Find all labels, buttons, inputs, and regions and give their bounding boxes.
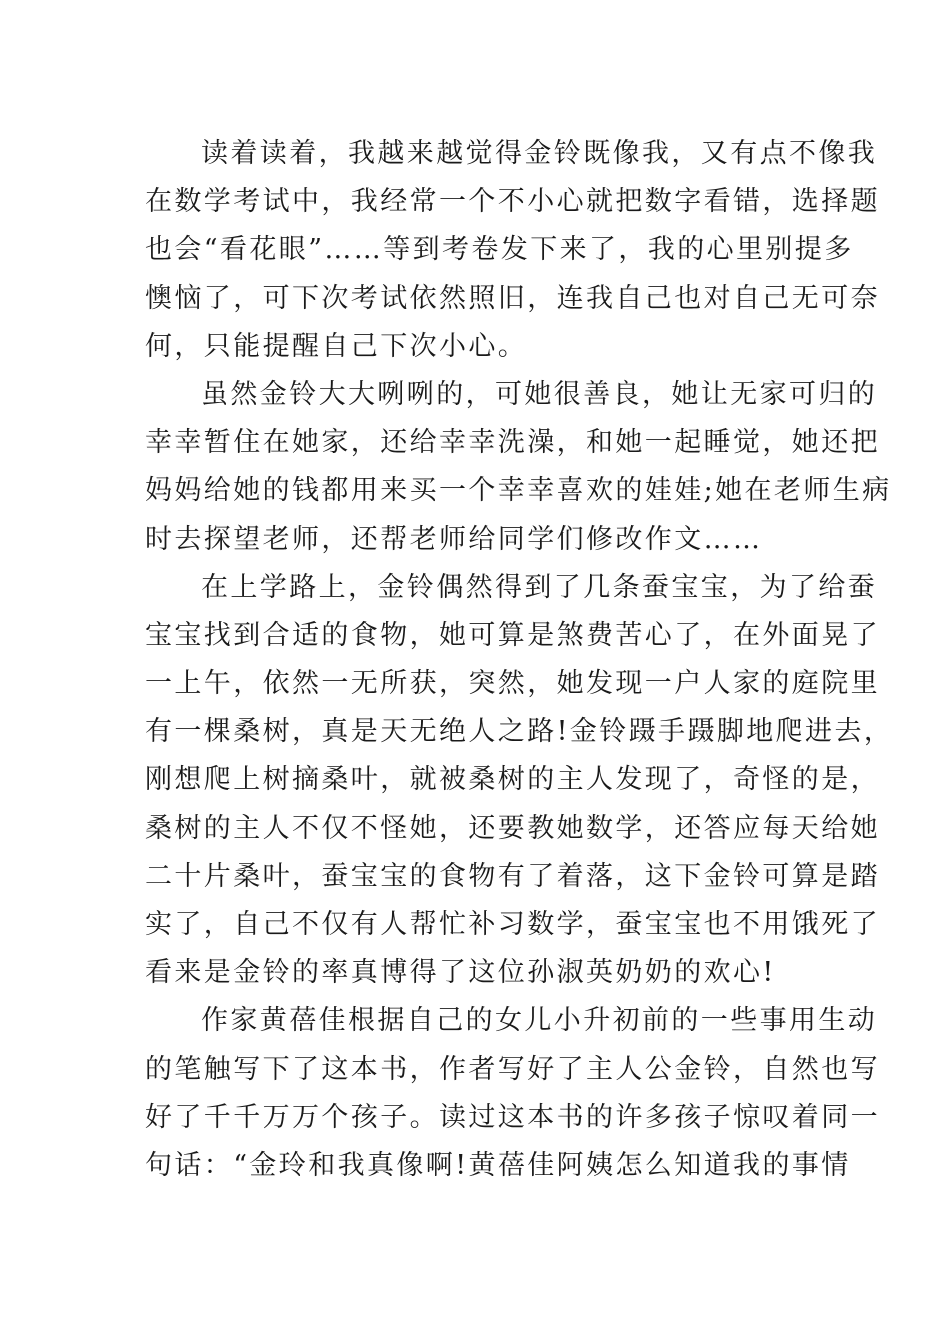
text-line: 实了，自己不仅有人帮忙补习数学，蚕宝宝也不用饿死了 [145,909,880,940]
text-line: 作家黄蓓佳根据自己的女儿小升初前的一些事用生动 [201,1005,878,1037]
text-line: 看来是金铃的率真博得了这位孙淑英奶奶的欢心! [145,957,776,989]
text-line: 何，只能提醒自己下次小心。 [145,330,528,362]
text-line: 虽然金铃大大咧咧的，可她很善良，她让无家可归的 [201,378,878,410]
text-line: 宝宝找到合适的食物，她可算是煞费苦心了，在外面晃了 [145,619,880,651]
text-line: 读着读着，我越来越觉得金铃既像我，又有点不像我 [201,138,878,169]
text-line: 二十片桑叶，蚕宝宝的食物有了着落，这下金铃可算是踏 [145,860,880,892]
text-line: 的笔触写下了这本书，作者写好了主人公金铃，自然也写 [145,1053,880,1085]
text-line: 也会“看花眼”……等到考卷发下来了，我的心里别提多 [145,234,854,266]
text-line: 时去探望老师，还帮老师给同学们修改作文…… [145,523,763,555]
text-line: 妈妈给她的钱都用来买一个幸幸喜欢的娃娃;她在老师生病 [145,475,892,507]
text-line: 在数学考试中，我经常一个不小心就把数字看错，选择题 [145,186,880,218]
text-line: 幸幸暂住在她家，还给幸幸洗澡，和她一起睡觉，她还把 [145,427,880,459]
text-line: 在上学路上，金铃偶然得到了几条蚕宝宝，为了给蚕 [201,571,878,603]
text-line: 句话：“金玲和我真像啊!黄蓓佳阿姨怎么知道我的事情 [145,1149,851,1181]
text-line: 桑树的主人不仅不怪她，还要教她数学，还答应每天给她 [145,812,880,844]
text-line: 一上午，依然一无所获，突然，她发现一户人家的庭院里 [145,668,880,700]
body-text [145,130,894,1190]
text-line: 刚想爬上树摘桑叶，就被桑树的主人发现了，奇怪的是， [145,764,880,796]
text-line: 有一棵桑树，真是天无绝人之路!金铃蹑手蹑脚地爬进去， [145,716,894,748]
text-line: 好了千千万万个孩子。读过这本书的许多孩子惊叹着同一 [145,1101,880,1133]
text-line: 懊恼了，可下次考试依然照旧，连我自己也对自己无可奈 [145,282,880,314]
